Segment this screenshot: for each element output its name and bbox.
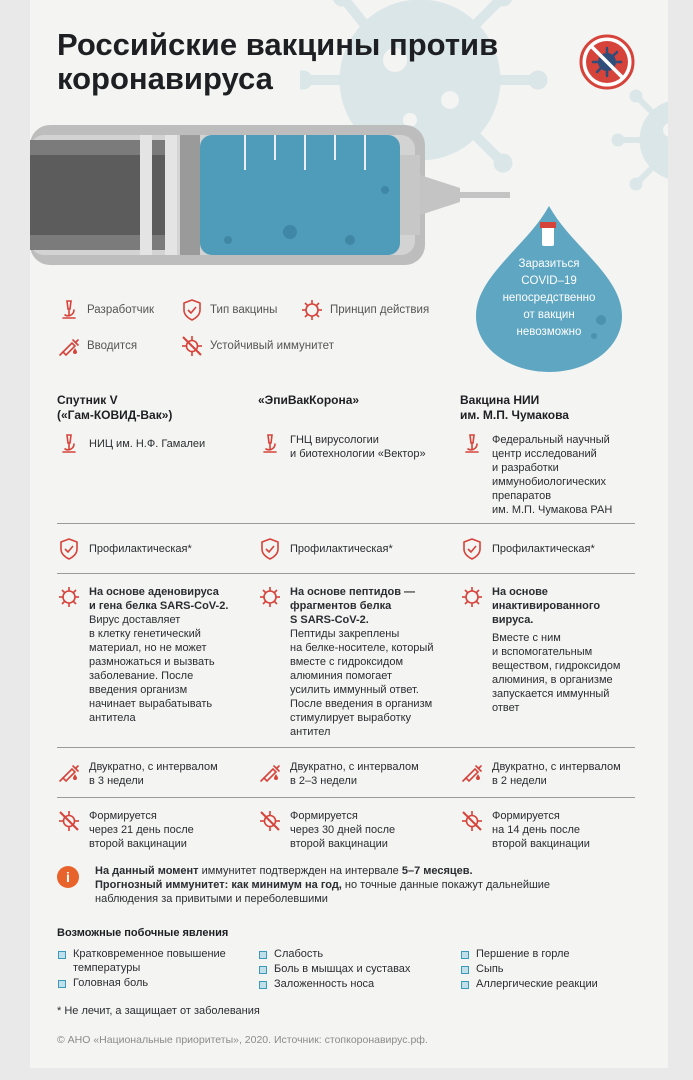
principle-text: запускается иммунный xyxy=(492,688,610,700)
vaccine-title-epivac xyxy=(258,393,359,408)
side-effect-item: Слабость xyxy=(258,947,458,961)
vaccine-title-line: Вакцина НИИ xyxy=(460,393,540,407)
administered-cell xyxy=(258,760,458,788)
page-title xyxy=(57,28,527,96)
side-effect-item: Боль в мышцах и суставах xyxy=(258,962,458,976)
principle-text: и вспомогательным xyxy=(492,646,593,658)
crossed-virus-icon xyxy=(258,809,284,833)
legend-principle-label: Принцип действия xyxy=(330,304,430,316)
divider xyxy=(57,523,635,524)
principle-text: вместе с гидроксидом xyxy=(290,656,404,668)
principle-text: стимулирует выработку xyxy=(290,712,412,724)
developer-text: и разработки xyxy=(492,462,559,474)
drop-text-line: COVID–19 xyxy=(521,275,577,287)
developer-text: Федеральный научный xyxy=(492,434,610,446)
developer-text: и биотехнологии «Вектор» xyxy=(290,448,426,460)
immunity-text: на 14 день после xyxy=(492,824,581,836)
principle-cell xyxy=(57,585,257,725)
legend-administered-label: Вводится xyxy=(87,340,138,352)
side-effect-item: Кратковременное повышение температуры xyxy=(57,947,247,975)
syringe-icon xyxy=(460,760,486,784)
info-text: наблюдения за привитыми и переболевшими xyxy=(95,893,328,905)
vaccine-title-line: им. М.П. Чумакова xyxy=(460,408,569,422)
immunity-text: Формируется xyxy=(290,810,358,822)
drop-text-line: непосредственно xyxy=(502,292,596,304)
crossed-virus-icon xyxy=(180,334,204,358)
vaccine-title-line: Спутник V xyxy=(57,393,118,407)
principle-text: усилить иммунный ответ. xyxy=(290,684,419,696)
developer-text: препаратов xyxy=(492,490,552,502)
principle-bold: вируса. xyxy=(492,614,534,626)
side-effects-list xyxy=(258,947,458,992)
info-bold: На данный момент xyxy=(95,865,199,877)
developer-cell xyxy=(57,432,252,456)
type-cell xyxy=(258,537,458,561)
type-cell xyxy=(460,537,640,561)
vaccine-title-line: («Гам-КОВИД-Вак») xyxy=(57,408,173,422)
immunity-cell xyxy=(460,809,645,851)
principle-text: алюминия, в организме xyxy=(492,674,613,686)
shield-check-icon xyxy=(57,537,83,561)
drop-text-line: от вакцин xyxy=(523,309,575,321)
principle-text: Вирус доставляет xyxy=(89,614,181,626)
shield-check-icon xyxy=(460,537,486,561)
legend-vaccine-type-label: Тип вакцины xyxy=(210,304,278,316)
side-effect-item: Аллергические реакции xyxy=(460,977,640,991)
side-effect-item: Першение в горле xyxy=(460,947,640,961)
principle-bold: фрагментов белка xyxy=(290,600,392,612)
info-bold: Прогнозный иммунитет: как минимум на год, xyxy=(95,879,342,891)
principle-text: антитела xyxy=(89,712,136,724)
legend-developer-label: Разработчик xyxy=(87,304,155,316)
immunity-text: второй вакцинации xyxy=(290,838,388,850)
drop-text-line: невозможно xyxy=(516,326,582,338)
immunity-text: второй вакцинации xyxy=(89,838,187,850)
principle-text: После введения в организм xyxy=(290,698,433,710)
vaccine-title-line: «ЭпиВакКорона» xyxy=(258,393,360,407)
administered-cell xyxy=(57,760,257,788)
side-effect-item: Сыпь xyxy=(460,962,640,976)
legend-immunity xyxy=(180,334,334,358)
immunity-text: Формируется xyxy=(89,810,157,822)
side-effect-item: Головная боль xyxy=(57,976,247,990)
principle-text: веществом, гидроксидом xyxy=(492,660,621,672)
legend-administered xyxy=(57,334,137,358)
principle-text: в клетку генетический xyxy=(89,628,201,640)
syringe-icon xyxy=(57,334,81,358)
divider xyxy=(57,747,635,748)
immunity-text: второй вакцинации xyxy=(492,838,590,850)
divider xyxy=(57,573,635,574)
administered-text: Двукратно, с интервалом xyxy=(492,761,621,773)
principle-bold: На основе xyxy=(492,586,548,598)
drop-text xyxy=(492,256,606,341)
developer-text: НИЦ им. Н.Ф. Гамалеи xyxy=(89,438,206,450)
type-cell xyxy=(57,537,252,561)
immunity-text: через 30 дней после xyxy=(290,824,396,836)
developer-cell xyxy=(258,432,458,461)
immunity-text: Формируется xyxy=(492,810,560,822)
info-text: но точные данные покажут дальнейшие xyxy=(341,879,551,891)
principle-bold: На основе аденовируса xyxy=(89,586,219,598)
immunity-cell xyxy=(258,809,458,851)
syringe-illustration-icon xyxy=(30,120,510,270)
title-line-2: коронавируса xyxy=(57,61,273,96)
administered-text: Двукратно, с интервалом xyxy=(290,761,419,773)
shield-check-icon xyxy=(180,298,204,322)
principle-text: материал, но не может xyxy=(89,642,207,654)
principle-text: заболевание. После xyxy=(89,670,194,682)
vaccine-title-sputnik xyxy=(57,393,172,423)
principle-bold: и гена белка SARS-CoV-2. xyxy=(89,600,229,612)
administered-text: в 3 недели xyxy=(89,775,144,787)
infographic-page xyxy=(30,0,668,1068)
principle-text: Вместе с ним xyxy=(492,632,561,644)
principle-text: на белке-носителе, который xyxy=(290,642,434,654)
info-bold: 5–7 месяцев. xyxy=(401,865,473,877)
principle-cell xyxy=(258,585,458,739)
type-text: Профилактическая* xyxy=(89,543,192,555)
developer-cell xyxy=(460,432,640,517)
type-text: Профилактическая* xyxy=(290,543,393,555)
administered-cell xyxy=(460,760,645,788)
stop-coronavirus-logo-icon xyxy=(579,34,635,90)
shield-check-icon xyxy=(258,537,284,561)
administered-text: в 2–3 недели xyxy=(290,775,357,787)
info-note xyxy=(57,864,637,906)
administered-text: в 2 недели xyxy=(492,775,547,787)
crossed-virus-icon xyxy=(460,809,486,833)
syringe-icon xyxy=(57,760,83,784)
title-line-1: Российские вакцины против xyxy=(57,27,499,62)
vaccine-title-chumakov xyxy=(460,393,569,423)
microscope-icon xyxy=(57,432,83,456)
principle-text: антител xyxy=(290,726,331,738)
side-effects-heading: Возможные побочные явления xyxy=(57,927,229,939)
principle-text: ответ xyxy=(492,702,520,714)
legend-principle xyxy=(300,298,429,322)
immunity-cell xyxy=(57,809,257,851)
virus-icon xyxy=(300,298,324,322)
legend-immunity-label: Устойчивый иммунитет xyxy=(210,340,334,352)
principle-text: алюминия помогает xyxy=(290,670,393,682)
copyright: © АНО «Национальные приоритеты», 2020. Источник: стопкоронавирус.рф. xyxy=(57,1034,428,1046)
info-icon: i xyxy=(57,866,79,888)
virus-icon xyxy=(57,585,83,609)
legend-developer xyxy=(57,298,154,322)
principle-text: размножаться и вызвать xyxy=(89,656,215,668)
legend-vaccine-type xyxy=(180,298,277,322)
principle-bold: На основе пептидов — xyxy=(290,586,416,598)
side-effects-list xyxy=(460,947,640,992)
crossed-virus-icon xyxy=(57,809,83,833)
developer-text: иммунобиологических xyxy=(492,476,607,488)
developer-text: центр исследований xyxy=(492,448,597,460)
principle-bold: S SARS-CoV-2. xyxy=(290,614,369,626)
virus-icon xyxy=(258,585,284,609)
principle-text: Пептиды закреплены xyxy=(290,628,400,640)
administered-text: Двукратно, с интервалом xyxy=(89,761,218,773)
drop-text-line: Заразиться xyxy=(518,258,580,270)
principle-bold: инактивированного xyxy=(492,600,601,612)
side-effect-item: Заложенность носа xyxy=(258,977,458,991)
virus-icon xyxy=(460,585,486,609)
developer-text: им. М.П. Чумакова РАН xyxy=(492,504,613,516)
footnote: * Не лечит, а защищает от заболевания xyxy=(57,1005,260,1017)
microscope-icon xyxy=(460,432,486,456)
divider xyxy=(57,797,635,798)
immunity-text: через 21 день после xyxy=(89,824,194,836)
microscope-icon xyxy=(258,432,284,456)
principle-text: введения организм xyxy=(89,684,188,696)
syringe-icon xyxy=(258,760,284,784)
type-text: Профилактическая* xyxy=(492,543,595,555)
principle-text: начинает вырабатывать xyxy=(89,698,213,710)
side-effects-list xyxy=(57,947,247,991)
microscope-icon xyxy=(57,298,81,322)
principle-cell xyxy=(460,585,645,715)
developer-text: ГНЦ вирусологии xyxy=(290,434,379,446)
info-text: иммунитет подтвержден на интервале xyxy=(198,865,402,877)
